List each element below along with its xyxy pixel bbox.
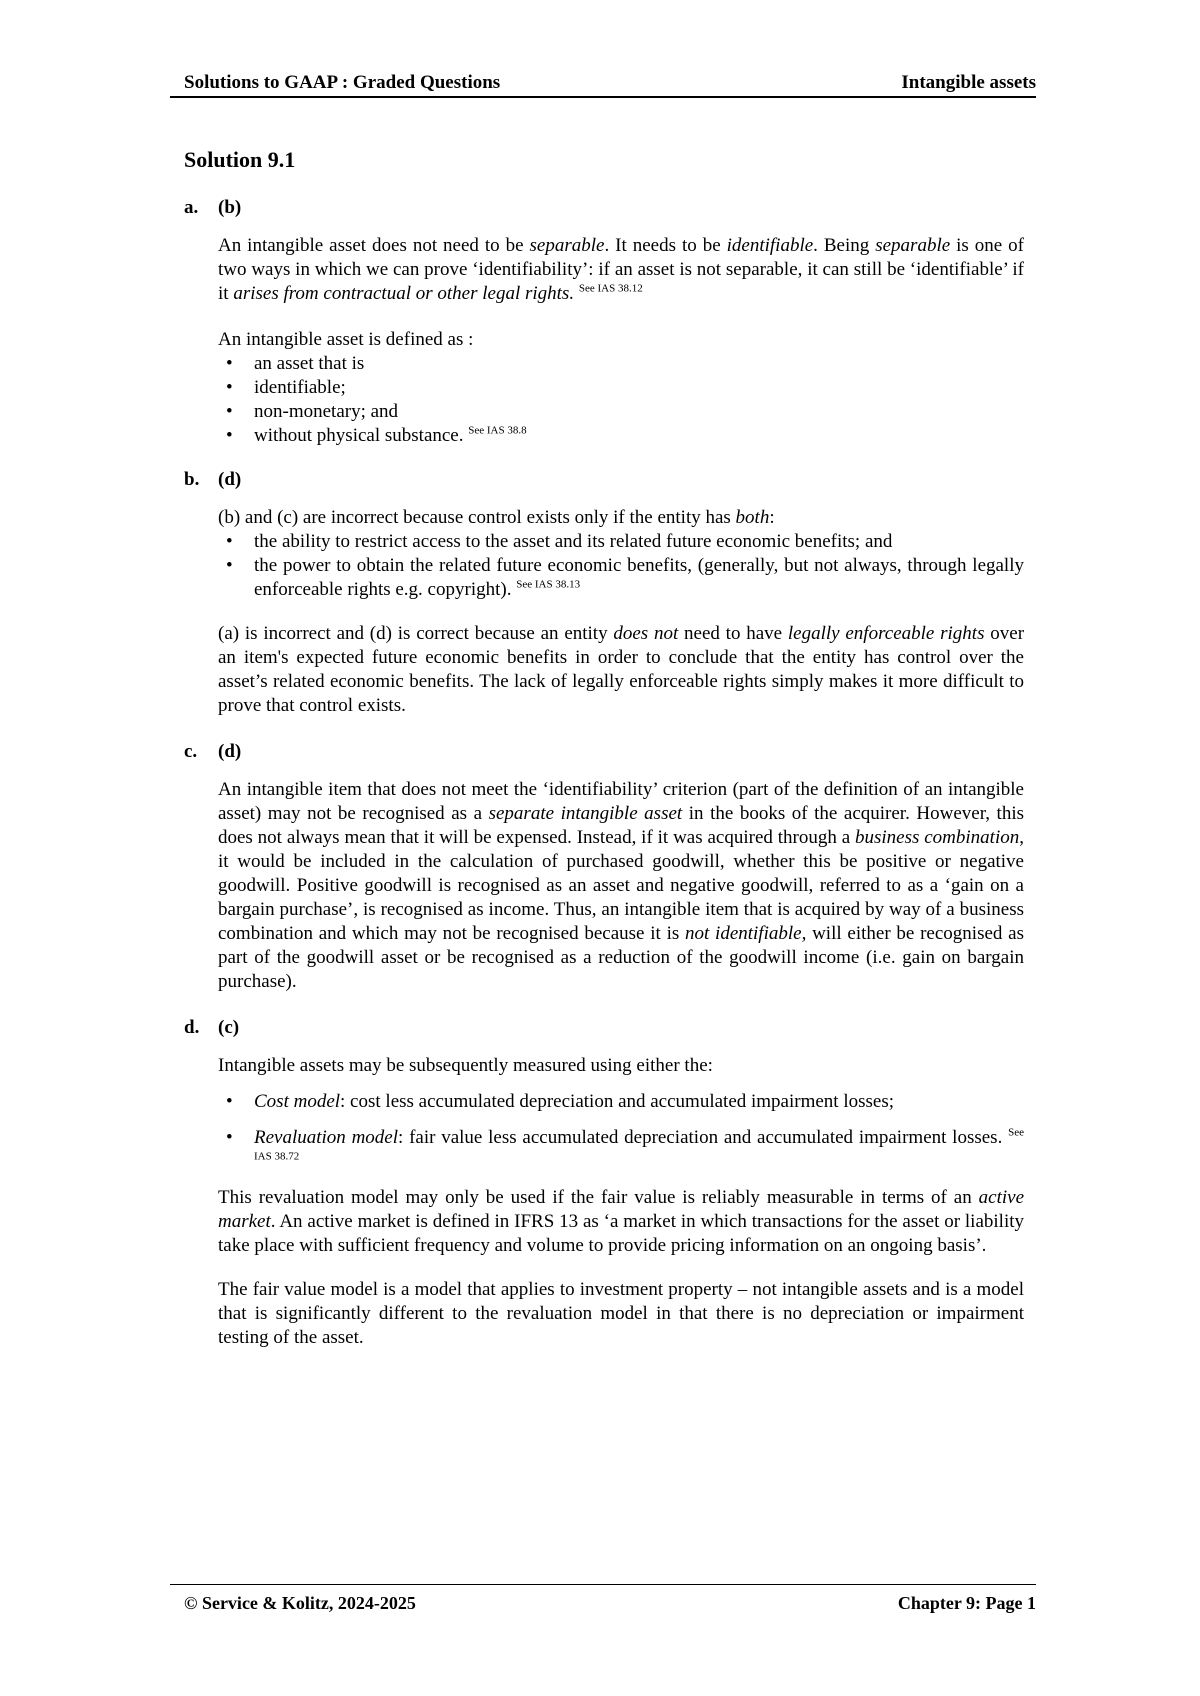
question-d-heading	[184, 1016, 1026, 1040]
text: , it would be included in the calculation of purchased goodwill, whether this be positive or negative goodwill. Positive goodwill is recognised as an asset and negative goodwill, referred to as a ‘gain on a bargain purchase’, is recognised as income. Thus, an intangible item that is acquired by way of a business combination and which may not be recognised because it is	[218, 827, 1024, 944]
reference: See IAS 38.13	[516, 578, 581, 591]
question-b-heading	[184, 468, 1026, 492]
question-answer: (d)	[218, 469, 242, 490]
list-item-text: an asset that is	[254, 353, 365, 374]
emphasis: does not	[613, 623, 679, 644]
bullet-icon: •	[226, 1091, 233, 1112]
paragraph	[218, 778, 1024, 994]
header-chapter-title: Intangible assets	[901, 72, 1036, 93]
question-letter: d.	[184, 1017, 200, 1038]
footer-copyright: © Service & Kolitz, 2024-2025	[184, 1593, 416, 1613]
text: is one of two ways in which we can prove ‘identifiability’: if an asset is not separable, it can still be ‘identifiable’ if it	[218, 235, 1024, 304]
text: . Being	[813, 235, 876, 256]
content	[184, 146, 1026, 1362]
question-answer: (b)	[218, 197, 242, 218]
emphasis: Revaluation model	[254, 1127, 399, 1148]
page-footer	[170, 1584, 1036, 1613]
emphasis: separable	[529, 235, 605, 256]
text: over an item's expected future economic benefits in order to conclude that the entity has control over the asset’s related economic benefits. The lack of legally enforceable rights simply makes it more difficult to prove that control exists.	[218, 623, 1025, 716]
emphasis: Cost model	[254, 1091, 341, 1112]
list-item	[218, 352, 1024, 376]
list-item	[218, 554, 1024, 602]
emphasis: both	[735, 507, 770, 528]
bullet-icon: •	[226, 531, 233, 552]
question-a-heading	[184, 196, 1026, 220]
question-answer: (c)	[218, 1017, 240, 1038]
question-letter: b.	[184, 469, 200, 490]
emphasis: separable	[875, 235, 951, 256]
list-item	[218, 400, 1024, 424]
list-item-text: : cost less accumulated depreciation and accumulated impairment losses;	[340, 1091, 895, 1112]
list-item	[218, 376, 1024, 400]
paragraph: Intangible assets may be subsequently measured using either the:	[218, 1055, 713, 1076]
paragraph: The fair value model is a model that applies to investment property – not intangible assets and is a model that is significantly different to the revaluation model in that there is no depreciation or impairment testing of the asset.	[218, 1279, 1024, 1348]
reference: See IAS 38.72	[254, 1126, 1024, 1163]
text: :	[769, 507, 775, 528]
text: will either be recognised as part of the goodwill asset or be recognised as a reduction of the goodwill income (i.e. gain on bargain purchase).	[218, 923, 1024, 992]
question-d-body	[218, 1054, 1024, 1350]
text: (a) is incorrect and (d) is correct because an entity	[218, 623, 614, 644]
question-c-body	[218, 778, 1024, 994]
bullet-icon: •	[226, 401, 233, 422]
header-title: Solutions to GAAP : Graded Questions	[184, 72, 501, 93]
paragraph	[218, 1186, 1024, 1258]
text: (b) and (c) are incorrect because control exists only if the entity has	[218, 507, 736, 528]
emphasis: separate intangible asset	[488, 803, 683, 824]
footer-page-number: Chapter 9: Page 1	[897, 1593, 1036, 1613]
question-a-body	[218, 234, 1024, 448]
reference: See IAS 38.8	[468, 424, 527, 437]
text: . An active market is defined in IFRS 13 as ‘a market in which transactions for the asset or liability take place with sufficient frequency and volume to provide pricing information on an ongoing basis’.	[218, 1211, 1024, 1256]
text: need to have	[678, 623, 788, 644]
list-item	[218, 1126, 1024, 1174]
question-b-body	[218, 506, 1024, 718]
bullet-icon: •	[226, 1127, 233, 1148]
list-item-text: the ability to restrict access to the asset and its related future economic benefits; and	[254, 531, 893, 552]
list-item	[218, 424, 1024, 448]
emphasis: identifiable	[726, 235, 814, 256]
paragraph: An intangible asset is defined as :	[218, 329, 474, 350]
text: in the books of the acquirer. However, this does not always mean that it will be expensed. Instead, if it was acquired through a	[218, 803, 1025, 848]
question-letter: a.	[184, 197, 199, 218]
solution-title: Solution 9.1	[184, 147, 296, 172]
list-item-text: non-monetary; and	[254, 401, 399, 422]
emphasis: legally enforceable rights	[787, 623, 985, 644]
bullet-icon: •	[226, 377, 233, 398]
list-item	[218, 530, 1024, 554]
paragraph	[218, 506, 1024, 530]
list-item	[218, 1090, 1024, 1114]
definition-list	[218, 352, 1024, 448]
emphasis: arises from contractual or other legal rights.	[233, 283, 575, 304]
list-item-text: the power to obtain the related future economic benefits, (generally, but not always, through legally enforceable rights e.g. copyright).	[254, 555, 1024, 600]
question-letter: c.	[184, 741, 198, 762]
list-item-text: without physical substance.	[254, 425, 464, 446]
paragraph	[218, 622, 1024, 718]
control-list	[218, 530, 1024, 602]
paragraph	[218, 234, 1024, 306]
reference: See IAS 38.12	[578, 282, 643, 295]
emphasis: active market	[218, 1187, 1024, 1232]
page-header	[170, 72, 1036, 98]
text: An intangible item that does not meet the ‘identifiability’ criterion (part of the definition of an intangible asset) may not be recognised as a	[218, 779, 1024, 824]
emphasis: not identifiable,	[685, 923, 807, 944]
bullet-icon: •	[226, 425, 233, 446]
list-item-text: identifiable;	[254, 377, 346, 398]
bullet-icon: •	[226, 353, 233, 374]
text: This revaluation model may only be used if the fair value is reliably measurable in terms of an	[218, 1187, 979, 1208]
measurement-models-list	[218, 1090, 1024, 1174]
list-item-text: : fair value less accumulated depreciation and accumulated impairment losses.	[398, 1127, 1003, 1148]
text: An intangible asset does not need to be	[218, 235, 530, 256]
text: . It needs to be	[604, 235, 727, 256]
bullet-icon: •	[226, 555, 233, 576]
emphasis: business combination	[855, 827, 1020, 848]
question-answer: (d)	[218, 741, 242, 762]
question-c-heading	[184, 740, 1026, 764]
